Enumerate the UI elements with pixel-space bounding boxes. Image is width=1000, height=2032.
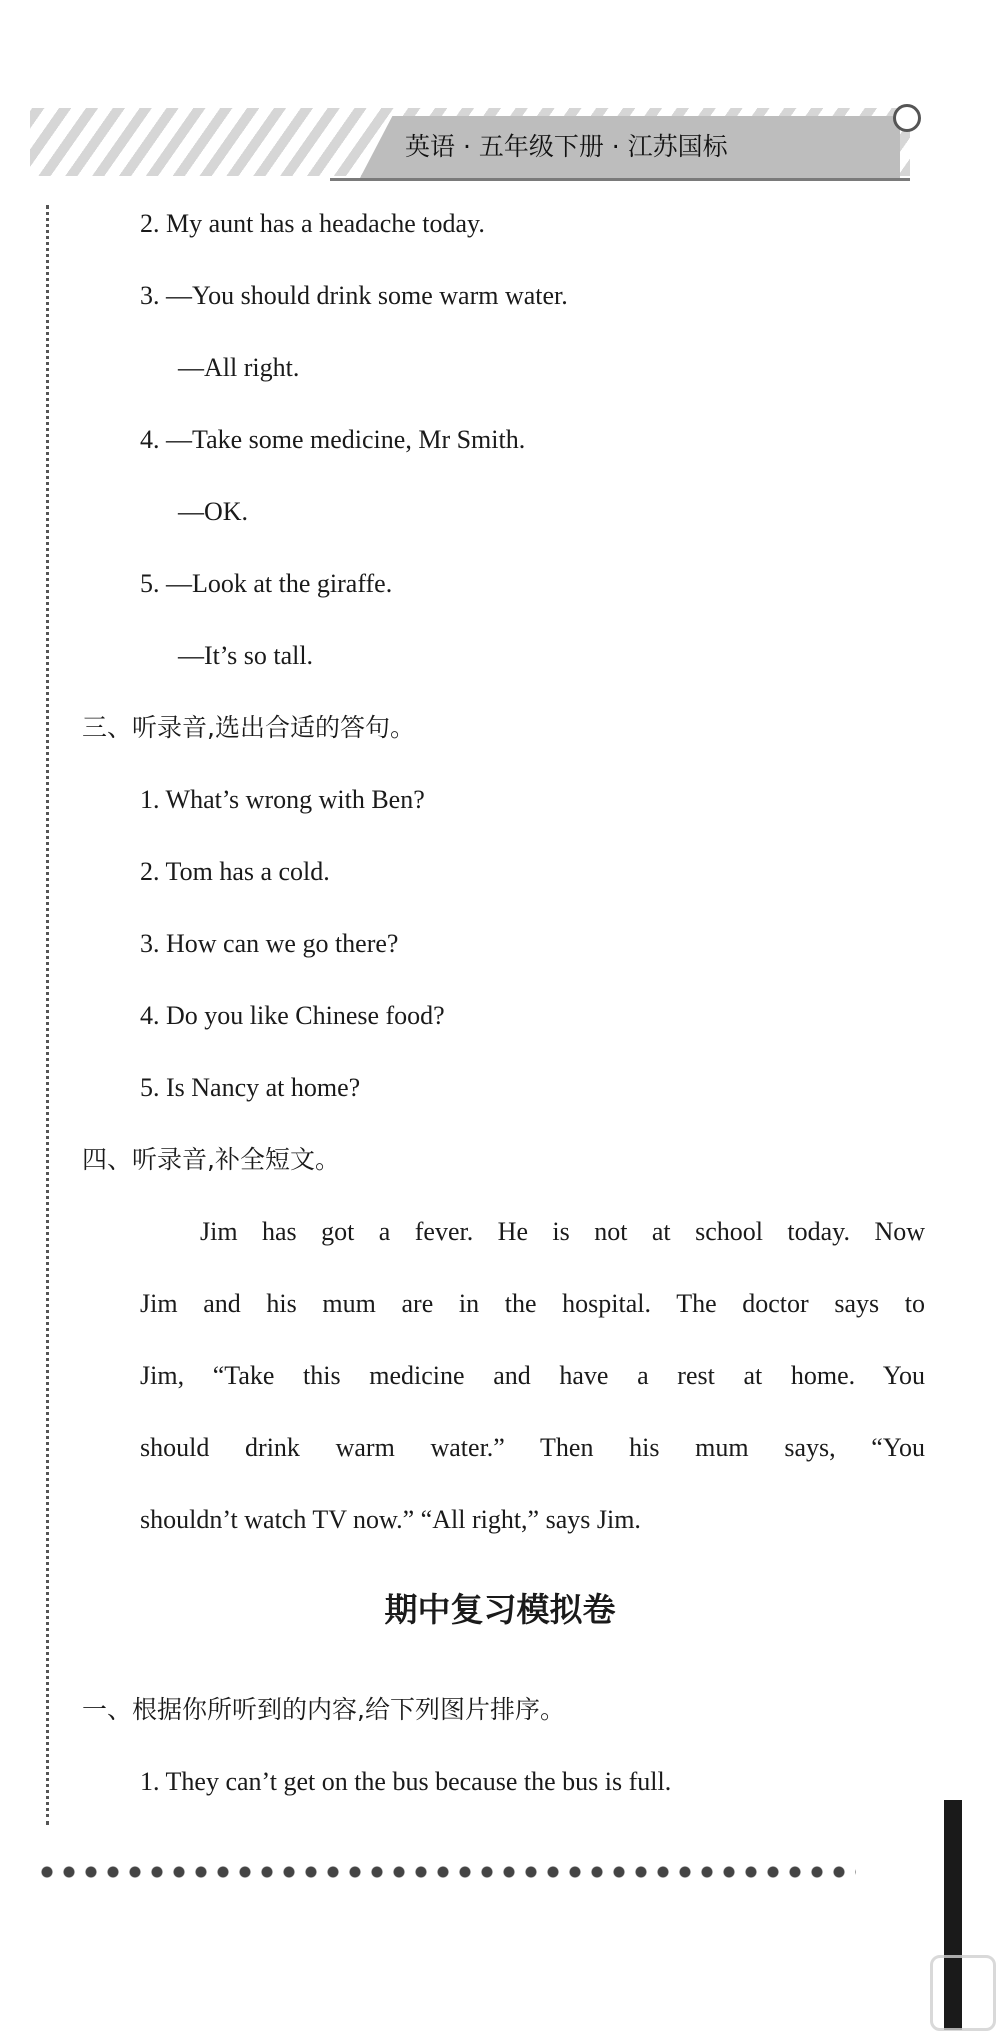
part2-line-1: 2. My aunt has a headache today. [140,209,485,238]
part3-item-4: 4. Do you like Chinese food? [140,1001,445,1030]
watermark-logo [930,1955,996,2031]
passage-line-3: Jim, “Take this medicine and have a rest at home. You [140,1361,925,1390]
header-rule [330,178,910,181]
passage-line-2: Jim and his mum are in the hospital. The doctor says to [140,1289,925,1318]
part2-line-3: —All right. [178,353,300,382]
margin-dotted-line [46,205,49,1825]
part2-line-7: —It’s so tall. [178,641,314,670]
midterm-part1-heading: 一、根据你所听到的内容,给下列图片排序。 [82,1695,565,1724]
midterm-item-1: 1. They can’t get on the bus because the bus is full. [140,1767,672,1796]
part3-item-2: 2. Tom has a cold. [140,857,330,886]
part3-item-5: 5. Is Nancy at home? [140,1073,361,1102]
page-header-title: 英语 · 五年级下册 · 江苏国标 [405,132,728,161]
part4-heading: 四、听录音,补全短文。 [82,1145,340,1174]
header-corner-circle [893,104,921,132]
part3-item-1: 1. What’s wrong with Ben? [140,785,425,814]
part2-line-5: —OK. [178,497,249,526]
part2-line-4: 4. —Take some medicine, Mr Smith. [140,425,526,454]
passage-line-5: shouldn’t watch TV now.” “All right,” says Jim. [140,1505,641,1534]
passage-line-4: should drink warm water.” Then his mum says, “You [140,1433,925,1462]
part2-line-6: 5. —Look at the giraffe. [140,569,393,598]
part3-item-3: 3. How can we go there? [140,929,399,958]
midterm-title: 期中复习模拟卷 [384,1590,616,1629]
passage-line-1: Jim has got a fever. He is not at school today. Now [200,1217,925,1246]
footer-dot-row [36,1862,856,1882]
part2-line-2: 3. —You should drink some warm water. [140,281,568,310]
part4-passage [140,1196,925,1556]
part3-heading: 三、听录音,选出合适的答句。 [82,713,415,742]
